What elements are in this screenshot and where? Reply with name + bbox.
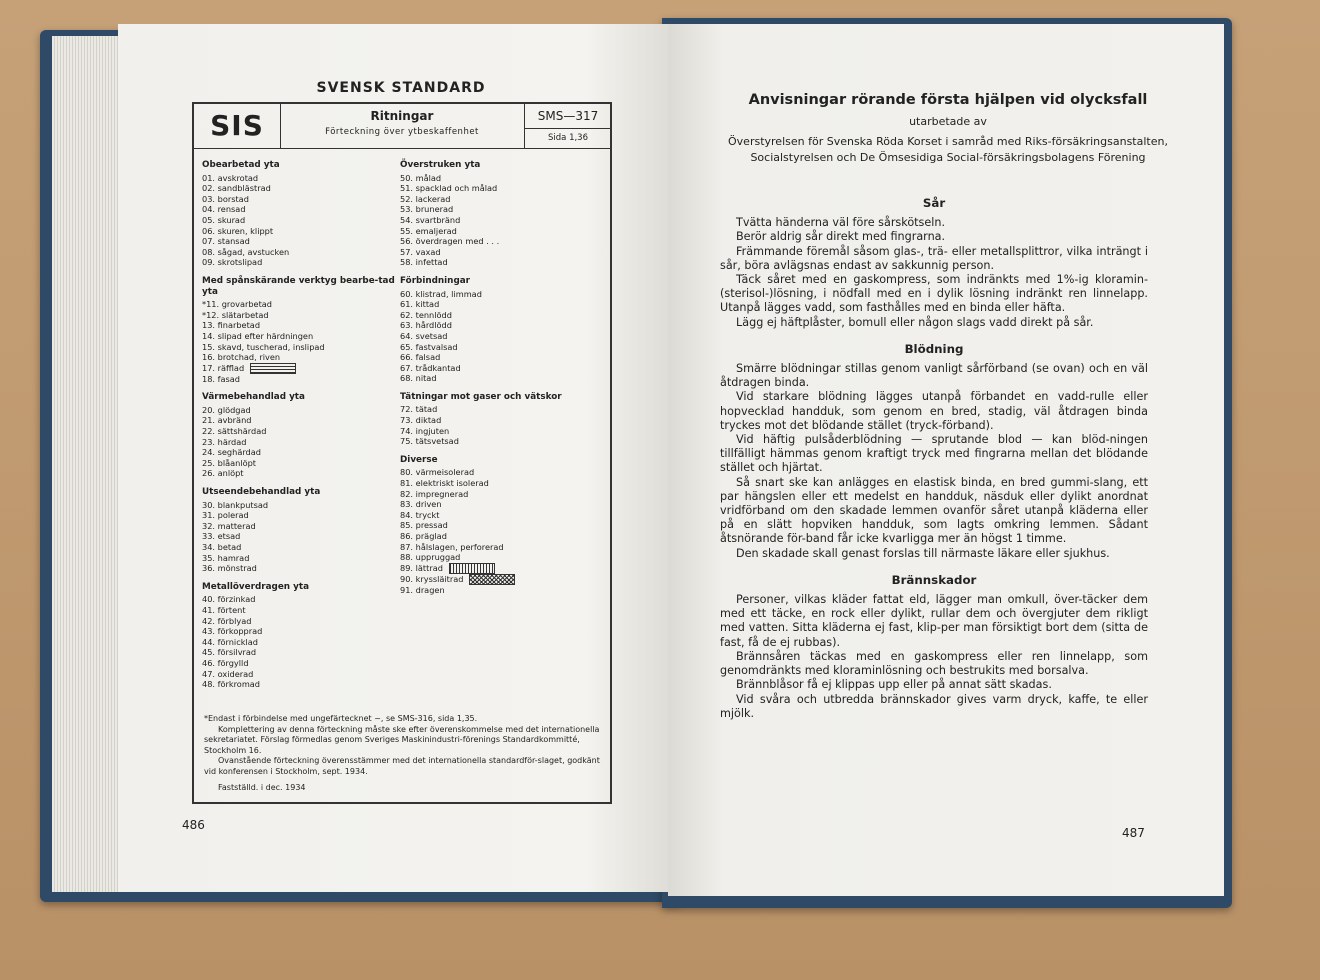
list-item	[400, 585, 606, 596]
right-page-subtitle: utarbetade av	[909, 115, 987, 128]
sms-code: SMS—317	[525, 104, 611, 129]
hatch-pattern-icon	[469, 574, 515, 585]
list-item-label: 02. sandblästrad	[202, 183, 271, 194]
note-2: Komplettering av denna förteckning måste ske efter överenskommelse med det internationella sekretariatet. Förslag förmedlas genom Sveriges Maskinindustri-förenings Standardkommitté, Stockholm 16.	[204, 724, 600, 755]
list-item-label: 55. emaljerad	[400, 225, 457, 236]
paragraph: Berör aldrig sår direkt med fingrarna.	[736, 230, 946, 244]
list-item	[202, 521, 398, 532]
list-item	[400, 436, 606, 447]
list-item-label: 52. lackerad	[400, 193, 451, 204]
paragraph: Lägg ej häftplåster, bomull eller någon slags vadd direkt på sår.	[736, 315, 1094, 329]
sheet-subtitle: Förteckning över ytbeskaffenhet	[325, 127, 479, 137]
list-item-label: 53. brunerad	[400, 204, 454, 215]
list-item-label: 54. svartbränd	[400, 214, 461, 225]
list-item-label: *11. grovarbetad	[202, 299, 272, 310]
list-item-label: 31. polerad	[202, 510, 249, 521]
list-item	[400, 373, 606, 384]
section-heading: Värmebehandlad yta	[202, 392, 305, 403]
list-item-label: 30. blankputsad	[202, 499, 269, 510]
list-item-label: 36. mönstrad	[202, 563, 257, 574]
fastalld-date: Fastställd. i dec. 1934	[218, 783, 306, 792]
list-item	[202, 658, 398, 669]
list-item-label: 90. kryssläitrad	[400, 573, 464, 584]
list-item-label: 16. brotchad, riven	[202, 352, 281, 363]
list-item-label: 47. oxiderad	[202, 668, 254, 679]
list-item	[400, 183, 606, 194]
list-item	[400, 320, 606, 331]
list-item	[202, 183, 398, 194]
list-item	[400, 426, 606, 437]
section-heading: Diverse	[400, 454, 438, 465]
list-item	[202, 374, 398, 385]
list-item	[202, 626, 398, 637]
list-item	[400, 215, 606, 226]
list-item	[202, 363, 398, 374]
list-item	[202, 299, 398, 310]
list-item	[400, 574, 606, 585]
section-heading: Överstruken yta	[400, 160, 481, 170]
hatch-pattern-icon	[449, 563, 495, 574]
list-item-label: 60. klistrad, limmad	[400, 288, 482, 299]
list-item	[400, 563, 606, 574]
list-item	[400, 226, 606, 237]
section-heading: Tätningar mot gaser och vätskor	[400, 391, 562, 402]
standard-header: SVENSK STANDARD	[316, 80, 486, 96]
list-item-label: 50. målad	[400, 172, 442, 183]
list-item	[202, 204, 398, 215]
list-item-label: 07. stansad	[202, 236, 250, 247]
sheet-header-row	[194, 104, 610, 149]
list-item	[202, 310, 398, 321]
column-left	[202, 160, 398, 690]
list-item-label: 67. trådkantad	[400, 362, 461, 373]
list-item-label: 14. slipad efter härdningen	[202, 330, 314, 341]
list-item	[202, 616, 398, 627]
list-item	[400, 310, 606, 321]
list-item	[400, 331, 606, 342]
list-item	[202, 637, 398, 648]
list-item	[202, 605, 398, 616]
list-item	[202, 679, 398, 690]
list-item-label: 80. värmeisolerad	[400, 467, 475, 478]
list-item-label: 25. blåanlöpt	[202, 457, 257, 468]
list-item	[400, 415, 606, 426]
list-item	[202, 226, 398, 237]
list-item	[202, 500, 398, 511]
list-item	[400, 352, 606, 363]
list-item-label: 23. härdad	[202, 436, 247, 447]
list-item-label: 05. skurad	[202, 214, 246, 225]
list-item	[400, 552, 606, 563]
list-item-label: 34. betad	[202, 542, 242, 552]
list-item	[202, 247, 398, 258]
list-item-label: 63. hårdlödd	[400, 320, 452, 331]
list-item-label: 21. avbränd	[202, 415, 252, 426]
list-item	[400, 499, 606, 510]
list-item	[202, 320, 398, 331]
list-item	[400, 510, 606, 521]
list-item-label: 72. tätad	[400, 404, 438, 415]
paragraph: Främmande föremål såsom glas-, trä- eller metallsplittror, vilka inträngt i sår, böra avlägsnas endast av sakkunnig person.	[720, 244, 1148, 272]
list-item-label: 13. finarbetad	[202, 320, 261, 331]
list-item	[400, 531, 606, 542]
list-item-label: 48. förkromad	[202, 679, 261, 690]
list-item-label: 35. hamrad	[202, 552, 250, 563]
page-number-right: 487	[1122, 826, 1145, 840]
list-item	[400, 257, 606, 268]
list-item	[202, 215, 398, 226]
list-item	[202, 173, 398, 184]
list-item	[400, 204, 606, 215]
paragraph: Vid svåra och utbredda brännskador gives varm dryck, kaffe, te eller mjölk.	[720, 692, 1148, 720]
list-item-label: 57. vaxad	[400, 246, 441, 257]
section-heading: Förbindningar	[400, 275, 471, 286]
list-item	[400, 299, 606, 310]
list-item-label: 24. seghärdad	[202, 447, 261, 458]
list-item	[400, 194, 606, 205]
first-aid-text	[720, 196, 1148, 721]
list-item-label: 91. dragen	[400, 584, 445, 595]
list-item-label: 62. tennlödd	[400, 309, 452, 320]
list-item	[202, 542, 398, 553]
section-heading: Med spånskärande verktyg bearbe-tad yta	[202, 275, 395, 297]
list-item	[202, 342, 398, 353]
list-item	[202, 510, 398, 521]
list-item-label: 74. ingjuten	[400, 425, 450, 436]
list-item-label: 66. falsad	[400, 352, 441, 363]
right-page-title: Anvisningar rörande första hjälpen vid olycksfall	[748, 92, 1148, 108]
list-item	[202, 405, 398, 416]
list-item-label: 65. fastvalsad	[400, 341, 458, 352]
sheet-title-block	[280, 104, 524, 148]
list-item-label: *12. slätarbetad	[202, 309, 269, 320]
list-item-label: 89. lättrad	[400, 562, 443, 573]
list-item-label: 03. borstad	[202, 193, 249, 204]
list-item-label: 86. präglad	[400, 531, 447, 541]
list-item-label: 06. skuren, klippt	[202, 225, 274, 236]
list-item	[202, 458, 398, 469]
paragraph: Brännblåsor få ej klippas upp eller på annat sätt skadas.	[736, 678, 1052, 692]
section-heading: Metallöverdragen yta	[202, 581, 310, 592]
list-item	[400, 173, 606, 184]
standard-sheet	[192, 102, 612, 804]
list-item-label: 58. infettad	[400, 257, 448, 268]
list-item-label: 46. förgylld	[202, 657, 249, 668]
list-item-label: 61. kittad	[400, 299, 440, 310]
note-3: Ovanstående förteckning överensstämmer med det internationella standardför-slaget, godkänt vid konferensen i Stockholm, sept. 1934.	[204, 756, 600, 776]
list-item	[202, 447, 398, 458]
list-item-label: 17. räfflad	[202, 362, 245, 373]
list-item-label: 51. spacklad och målad	[400, 183, 498, 194]
list-item	[400, 404, 606, 415]
list-item	[400, 520, 606, 531]
paragraph: Den skadade skall genast forslas till närmaste läkare eller sjukhus.	[736, 546, 1110, 560]
section-heading: Brännskador	[891, 572, 977, 587]
paragraph: Vid häftig pulsåderblödning — sprutande blod — kan blöd-ningen tillfälligt hämmas genom kraftigt tryck med fingrarna mellan det blödande stället och hjärtat.	[720, 433, 1148, 475]
list-item-label: 18. fasad	[202, 373, 241, 384]
list-item	[202, 669, 398, 680]
section-heading: Blödning	[904, 341, 964, 356]
note-1: *Endast i förbindelse med ungefärtecknet ~, se SMS-316, sida 1,35.	[204, 714, 478, 723]
list-item	[400, 247, 606, 258]
section-heading: Utseendebehandlad yta	[202, 487, 321, 498]
list-item	[202, 194, 398, 205]
list-item-label: 75. tätsvetsad	[400, 436, 459, 447]
list-item	[202, 352, 398, 363]
sis-logo: SIS	[194, 104, 281, 148]
list-item	[400, 467, 606, 478]
list-item	[202, 553, 398, 564]
list-item	[202, 647, 398, 658]
page-number-left: 486	[182, 818, 205, 832]
list-item	[202, 236, 398, 247]
list-item-label: 88. uppruggad	[400, 552, 461, 563]
column-right	[400, 160, 606, 595]
list-item-label: 45. försilvrad	[202, 647, 257, 658]
notes-block	[204, 714, 604, 794]
list-item-label: 43. förkopprad	[202, 626, 263, 637]
sheet-title: Ritningar	[370, 109, 434, 123]
list-item-label: 85. pressad	[400, 520, 448, 531]
paragraph: Täck såret med en gaskompress, som indränkts med 1%-ig kloramin-(sterisol-)lösning, i nödfall med en i dylik lösning indränkt ren linnelapp. Utanpå lägges vadd, som fasthålles med en binda eller häfta.	[720, 273, 1148, 315]
list-item-label: 20. glödgad	[202, 404, 251, 415]
sms-block	[524, 104, 611, 148]
list-item-label: 32. matterad	[202, 520, 256, 531]
list-item	[202, 468, 398, 479]
list-item-label: 08. sågad, avstucken	[202, 246, 290, 257]
list-item-label: 64. svetsad	[400, 330, 448, 341]
list-item	[202, 426, 398, 437]
list-item	[400, 236, 606, 247]
list-item-label: 83. driven	[400, 499, 442, 510]
list-item-label: 81. elektriskt isolerad	[400, 478, 489, 489]
section-heading: Sår	[922, 196, 946, 210]
list-item	[400, 363, 606, 374]
sida-number: Sida 1,36	[548, 133, 588, 143]
page-edges	[52, 36, 122, 892]
list-item	[202, 257, 398, 268]
list-item	[400, 289, 606, 300]
list-item-label: 84. tryckt	[400, 509, 440, 520]
list-item	[202, 331, 398, 342]
list-item-label: 56. överdragen med . . .	[400, 236, 500, 247]
hatch-pattern-icon	[250, 363, 296, 374]
paragraph: Vid starkare blödning lägges utanpå förbandet en vadd-rulle eller hopvecklad handduk, som genom en bred, stadig, väl åtdragen binda tryckes mot det blödande stället (tryck-förband).	[720, 390, 1148, 432]
list-item-label: 04. rensad	[202, 204, 246, 215]
list-item-label: 42. förblyad	[202, 615, 252, 626]
paragraph: Tvätta händerna väl före sårskötseln.	[736, 216, 946, 230]
list-item-label: 15. skavd, tuscherad, inslipad	[202, 341, 325, 352]
list-item-label: 26. anlöpt	[202, 468, 244, 479]
list-item	[202, 437, 398, 448]
list-item	[400, 489, 606, 500]
list-item-label: 09. skrotslipad	[202, 257, 263, 268]
list-item-label: 44. förnicklad	[202, 636, 258, 647]
list-item	[400, 542, 606, 553]
list-item	[202, 594, 398, 605]
section-heading: Obearbetad yta	[202, 160, 280, 170]
paragraph: Smärre blödningar stillas genom vanligt sårförband (se ovan) och en väl åtdragen binda.	[720, 362, 1148, 390]
list-item	[202, 415, 398, 426]
paragraph: Personer, vilkas kläder fattat eld, lägger man omkull, över-täcker dem med ett täcke, en rock eller dylikt, rullar dem och övergjuter dem rikligt med vatten. Sitta kläderna ej fast, klip-per man försiktigt bort dem (sitta de fast, få de ej rubbas).	[720, 593, 1148, 649]
paragraph: Så snart ske kan anlägges en elastisk binda, en bred gummi-slang, ett par hängslen eller ett medelst en handduk, näsduk eller dylikt anordnat vridförband om den skadade lemmen ovanför såret utanpå kläderna eller på en slätt hopviken handduk, som lagts omkring lemmen. Sådant åtsnörande för-band får icke kvarligga mer än högst 1 timme.	[720, 475, 1148, 546]
list-item-label: 87. hålslagen, perforerad	[400, 541, 504, 552]
list-item-label: 68. nitad	[400, 373, 437, 384]
right-page-intro: Överstyrelsen för Svenska Röda Korset i samråd med Riks-försäkringsanstalten, Socialstyrelsen och De Ömsesidiga Social-försäkringsbolagens Förening	[728, 135, 1168, 164]
list-item-label: 73. diktad	[400, 415, 442, 426]
paragraph: Brännsåren täckas med en gaskompress eller ren linnelapp, som genomdränkts med kloraminlösning och bestrukits med borsalva.	[720, 649, 1148, 678]
list-item-label: 01. avskrotad	[202, 172, 259, 183]
list-item-label: 41. förtent	[202, 604, 246, 615]
list-item	[400, 342, 606, 353]
list-item	[202, 563, 398, 574]
list-item	[202, 531, 398, 542]
list-item	[400, 478, 606, 489]
list-item-label: 33. etsad	[202, 531, 241, 542]
list-item-label: 40. förzinkad	[202, 594, 256, 605]
list-item-label: 82. impregnerad	[400, 488, 469, 499]
list-item-label: 22. sättshärdad	[202, 426, 267, 437]
